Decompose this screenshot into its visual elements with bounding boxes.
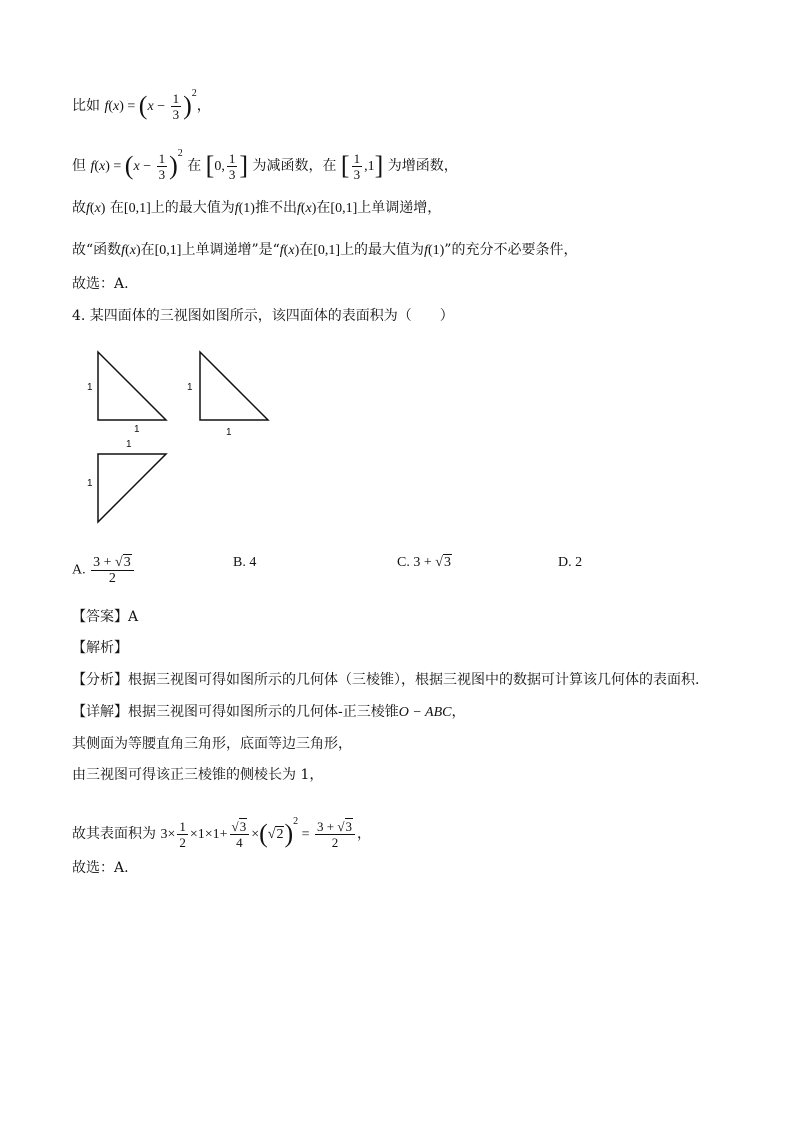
choose-line-2: 故选：A. [72,860,129,876]
option-a: A. $\frac{3 + √3}{2}$ [72,555,136,586]
text-increasing: 上单调递增， [357,200,442,216]
but-line: 但 f(x) = (x − $\frac{1}{3}$ )$^2$ 在 [0, $\frac{1}{3}$ ] 为减函数，在 [ $\frac{1}{3}$ ,1] 为增函数， [72,148,458,182]
text-decreasing: 为减函数，在 [252,158,337,174]
area-text: 故其表面积为 [72,826,156,842]
example-line: 比如 f(x) = (x − $\frac{1}{3}$ )$^2$， [72,88,211,122]
option-d: D. 2 [558,555,583,570]
text-zai: 在 [187,158,202,174]
three-view-figure [70,340,290,535]
pyramid-name: O − ABC [398,705,452,720]
top-view-triangle [98,454,166,522]
choose-line-1: 故选：A. [72,276,129,292]
text-sufficient: ”的充分不必要条件， [444,242,578,258]
text-zai: 在 [316,200,331,216]
text-but: 但 [72,158,86,174]
text-zai: 在 [299,242,314,258]
analysis: 【分析】根据三视图可得如图所示的几何体（三棱锥），根据三视图中的数据可计算该几何体的表面积. [72,672,700,688]
text-function: 故“函数 [72,242,122,258]
text-therefore: 故 [72,200,86,216]
text-zai: 在 [109,200,124,216]
conclusion-line: 故“函数f(x)在[0,1]上单调递增”是“f(x)在[0,1]上的最大值为f(1)”的充分不必要条件， [72,242,578,258]
option-b: B. 4 [233,555,257,570]
label-top-width: 1 [126,439,132,450]
area-formula: 故其表面积为 3× $\frac{1}{2}$ ×1×1+ $\frac{√3}{4}$ $\times(√2)^2$ = $\frac{3 + √3}{2}$ ， [72,816,371,850]
question-4: 4. 某四面体的三视图如图所示，该四面体的表面积为（ ） [72,308,454,324]
option-c: C. 3 + √3 [397,555,451,570]
text-increasing: 为增函数， [387,158,458,174]
therefore-line: 故f(x) 在[0,1]上的最大值为f(1)推不出f(x)在[0,1]上单调递增， [72,200,442,216]
front-view-triangle [98,352,166,420]
answer: 【答案】A [72,609,139,625]
edge-length: 由三视图可得该正三棱锥的侧棱长为 1， [72,767,324,783]
side-faces: 其侧面为等腰直角三角形，底面等边三角形， [72,736,352,752]
label-side-height: 1 [187,382,193,393]
label-front-height: 1 [87,382,93,393]
text-zai: 在 [140,242,155,258]
detail-text: 【详解】根据三视图可得如图所示的几何体-正三棱锥 [72,704,399,720]
analysis-heading: 【解析】 [72,640,128,656]
detail: 【详解】根据三视图可得如图所示的几何体-正三棱锥O − ABC， [72,704,466,720]
label-side-width: 1 [226,427,232,438]
label-top-height: 1 [87,478,93,489]
option-a-label: A. [72,562,86,578]
text-max: 上的最大值为 [150,200,235,216]
label-front-width: 1 [134,424,140,435]
side-view-triangle [200,352,268,420]
fraction: $\frac{1}{3}$ [172,90,180,122]
option-c-label: C. [397,555,410,570]
text-monotone: 上单调递增”是“ [181,242,280,258]
text-max: 上的最大值为 [340,242,425,258]
text-example: 比如 [72,98,100,114]
text-cannot: 推不出 [254,200,297,216]
